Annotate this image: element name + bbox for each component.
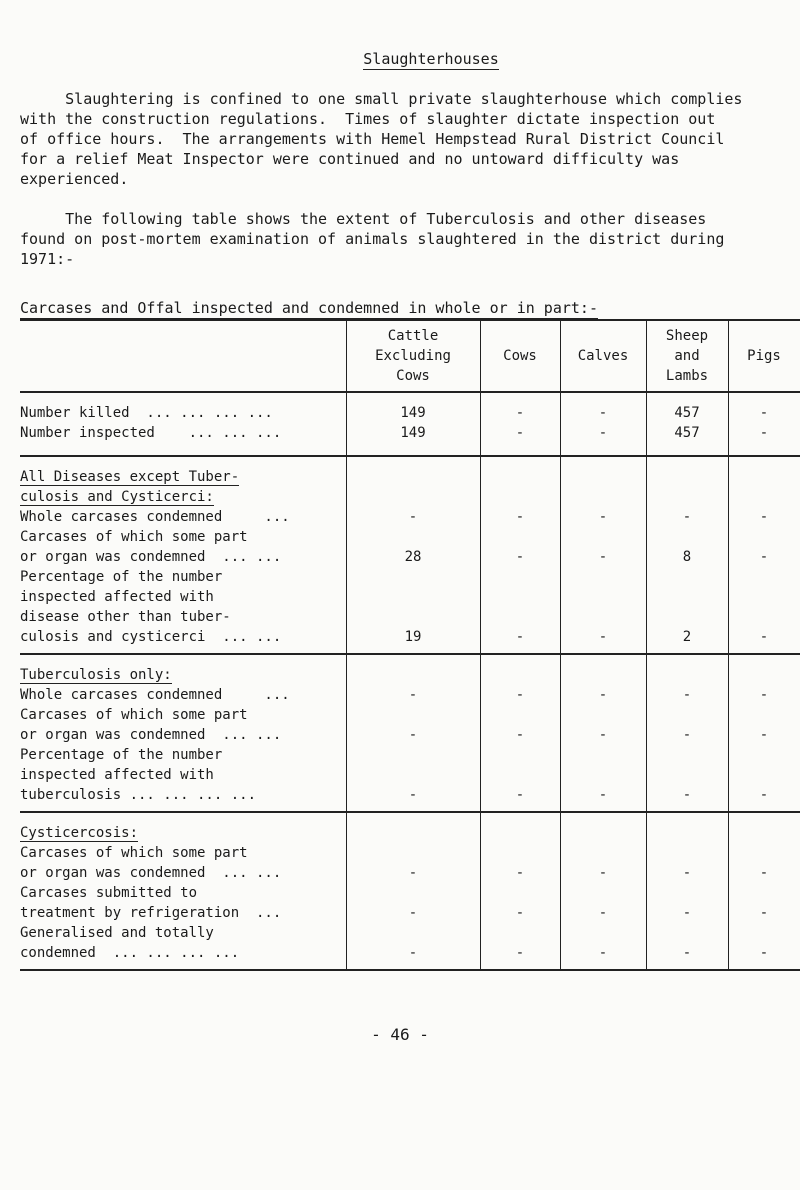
table-cell: 19 bbox=[404, 629, 422, 645]
table-cell: - bbox=[515, 509, 525, 525]
table-cell: - bbox=[682, 727, 692, 743]
section-heading: Cysticercosis: bbox=[20, 825, 139, 841]
table-cell: - bbox=[682, 509, 692, 525]
section-cysticercosis bbox=[20, 812, 800, 970]
header-sheep: Sheep and Lambs bbox=[646, 320, 728, 392]
table-cell: 457 bbox=[674, 405, 700, 421]
table-cell: - bbox=[598, 905, 608, 921]
section-numbers bbox=[20, 392, 800, 456]
table-cell: - bbox=[515, 405, 525, 421]
page-title bbox=[0, 49, 800, 69]
table-cell: - bbox=[408, 905, 418, 921]
table-caption bbox=[20, 298, 598, 318]
table-cell: - bbox=[408, 687, 418, 703]
table-cell: - bbox=[408, 865, 418, 881]
row-label: Carcases of which some part or organ was condemned ... ... bbox=[20, 707, 282, 743]
table-cell: - bbox=[598, 727, 608, 743]
table-cell: - bbox=[598, 865, 608, 881]
table-cell: - bbox=[759, 687, 769, 703]
intro-paragraph: Slaughtering is confined to one small private slaughterhouse which complies with the construction regulations. Times of slaughter dictate inspection out of office hours. The arrangements with Hemel Hempstead Rural District Council for a relief Meat Inspector were continued and no untoward difficulty was experienced. bbox=[20, 90, 743, 188]
table-cell: - bbox=[759, 905, 769, 921]
table-cell: - bbox=[408, 787, 418, 803]
table-cell: - bbox=[515, 945, 525, 961]
table-cell: - bbox=[759, 549, 769, 565]
row-label: Whole carcases condemned ... bbox=[20, 509, 290, 525]
section-tuberculosis bbox=[20, 654, 800, 812]
header-cattle: Cattle Excluding Cows bbox=[346, 320, 480, 392]
section-heading: culosis and Cysticerci: bbox=[20, 489, 214, 505]
header-blank bbox=[20, 320, 346, 392]
table-intro-paragraph: The following table shows the extent of Tuberculosis and other diseases found on post-mortem examination of animals slaughtered in the district during 1971:- bbox=[20, 210, 725, 268]
table-cell: - bbox=[682, 905, 692, 921]
table-cell: - bbox=[408, 945, 418, 961]
table-cell: - bbox=[682, 787, 692, 803]
table-cell: - bbox=[759, 629, 769, 645]
table-cell: - bbox=[759, 787, 769, 803]
table-cell: - bbox=[515, 687, 525, 703]
row-label: Number killed ... ... ... ... bbox=[20, 405, 273, 421]
table-cell: - bbox=[515, 787, 525, 803]
table-cell: - bbox=[682, 687, 692, 703]
table-cell: - bbox=[515, 549, 525, 565]
table-cell: - bbox=[759, 405, 769, 421]
table-cell: - bbox=[515, 425, 525, 441]
row-label: Percentage of the number inspected affected with disease other than tuber- culosis and cysticerci ... ... bbox=[20, 569, 282, 645]
header-pigs: Pigs bbox=[728, 320, 800, 392]
header-calves: Calves bbox=[560, 320, 646, 392]
row-label: Whole carcases condemned ... bbox=[20, 687, 290, 703]
row-label: Carcases of which some part or organ was condemned ... ... bbox=[20, 845, 282, 881]
table-cell: - bbox=[682, 865, 692, 881]
table-cell: 2 bbox=[682, 629, 692, 645]
table-cell: - bbox=[759, 727, 769, 743]
table-cell: - bbox=[408, 509, 418, 525]
table-cell: - bbox=[598, 787, 608, 803]
table-cell: 149 bbox=[400, 405, 426, 421]
table-cell: - bbox=[759, 509, 769, 525]
table-header-row bbox=[20, 320, 800, 392]
table-cell: - bbox=[598, 945, 608, 961]
table-cell: - bbox=[759, 945, 769, 961]
row-label: Carcases submitted to treatment by refrigeration ... bbox=[20, 885, 282, 921]
inspection-table bbox=[20, 319, 800, 971]
row-label: Generalised and totally condemned ... ... ... ... bbox=[20, 925, 240, 961]
table-cell: - bbox=[598, 509, 608, 525]
table-cell: - bbox=[759, 425, 769, 441]
table-cell: - bbox=[682, 945, 692, 961]
page-number: - 46 - bbox=[371, 1025, 429, 1044]
table-cell: 8 bbox=[682, 549, 692, 565]
table-cell: - bbox=[515, 629, 525, 645]
section-all-diseases bbox=[20, 456, 800, 654]
table-cell: - bbox=[598, 629, 608, 645]
header-cows: Cows bbox=[480, 320, 560, 392]
table-cell: - bbox=[759, 865, 769, 881]
section-heading: Tuberculosis only: bbox=[20, 667, 172, 683]
table-cell: 149 bbox=[400, 425, 426, 441]
table-cell: - bbox=[515, 865, 525, 881]
table-cell: - bbox=[598, 405, 608, 421]
table-cell: 457 bbox=[674, 425, 700, 441]
section-heading: All Diseases except Tuber- bbox=[20, 469, 240, 485]
table-cell: - bbox=[598, 425, 608, 441]
table-cell: - bbox=[598, 687, 608, 703]
page-title-text: Slaughterhouses bbox=[363, 50, 499, 68]
row-label: Carcases of which some part or organ was condemned ... ... bbox=[20, 529, 282, 565]
table-cell: - bbox=[408, 727, 418, 743]
row-label: Percentage of the number inspected affected with tuberculosis ... ... ... ... bbox=[20, 747, 257, 803]
row-label: Number inspected ... ... ... bbox=[20, 425, 282, 441]
table-cell: - bbox=[515, 905, 525, 921]
table-cell: - bbox=[598, 549, 608, 565]
table-cell: 28 bbox=[404, 549, 422, 565]
table-cell: - bbox=[515, 727, 525, 743]
table-caption-text: Carcases and Offal inspected and condemned in whole or in part:- bbox=[20, 299, 598, 317]
